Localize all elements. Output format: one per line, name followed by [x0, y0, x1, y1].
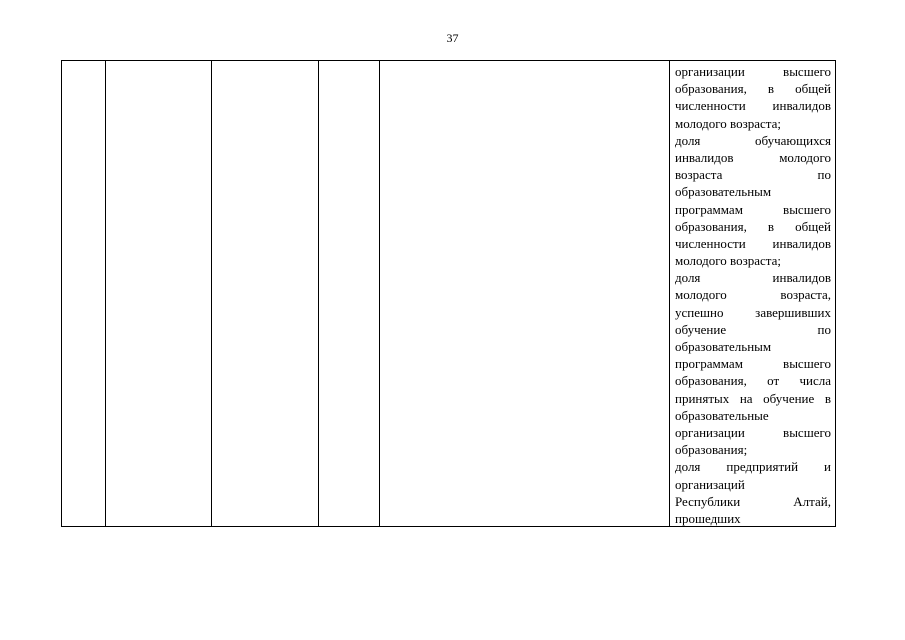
indicator-text-line: численности инвалидов [675, 235, 831, 251]
indicator-text-line: инвалидов молодого [675, 149, 831, 165]
indicator-text-line: доля предприятий и [675, 459, 831, 475]
table-cell-col5 [380, 61, 669, 526]
indicator-text-line: образования, от числа [675, 373, 831, 389]
indicator-text-line: организации высшего [675, 64, 831, 79]
indicator-text-line: успешно завершивших [675, 304, 831, 320]
indicator-text-line: образования, в общей [675, 218, 831, 234]
indicator-text-line: доля обучающихся [675, 132, 831, 148]
table-cell-col3 [212, 61, 318, 526]
indicator-text-line: программам высшего [675, 356, 831, 372]
indicator-text-line: организаций [675, 476, 745, 492]
indicator-text-line: образовательным [675, 339, 772, 354]
indicator-text-line: Республики Алтай, [675, 493, 831, 509]
indicator-text-line: молодого возраста; [675, 253, 781, 269]
indicator-text-line: возраста по [675, 167, 831, 183]
indicator-text-line: молодого возраста; [675, 115, 781, 131]
indicator-text-line: образовательным [675, 184, 772, 200]
indicator-text-line: образования; [675, 442, 748, 458]
indicator-text-line: молодого возраста, [675, 287, 831, 303]
table-cell-col1 [62, 61, 105, 526]
indicator-text-line: организации высшего [675, 424, 831, 440]
column-divider [669, 61, 670, 526]
table-cell-indicators [675, 63, 831, 527]
indicators-table [61, 60, 836, 527]
page-number: 37 [446, 31, 459, 45]
indicator-text-line: образования, в общей [675, 81, 831, 97]
indicator-text-line: образовательные [675, 407, 769, 423]
table-cell-col4 [319, 61, 379, 526]
indicator-text-line: программам высшего [675, 201, 831, 217]
indicator-text-line: численности инвалидов [675, 98, 831, 114]
indicator-text-line: прошедших [675, 510, 741, 526]
indicator-text-line: принятых на обучение в [675, 390, 831, 406]
indicator-text-line: обучение по [675, 321, 831, 337]
indicator-text-line: доля инвалидов [675, 270, 831, 286]
table-cell-col2 [106, 61, 211, 526]
